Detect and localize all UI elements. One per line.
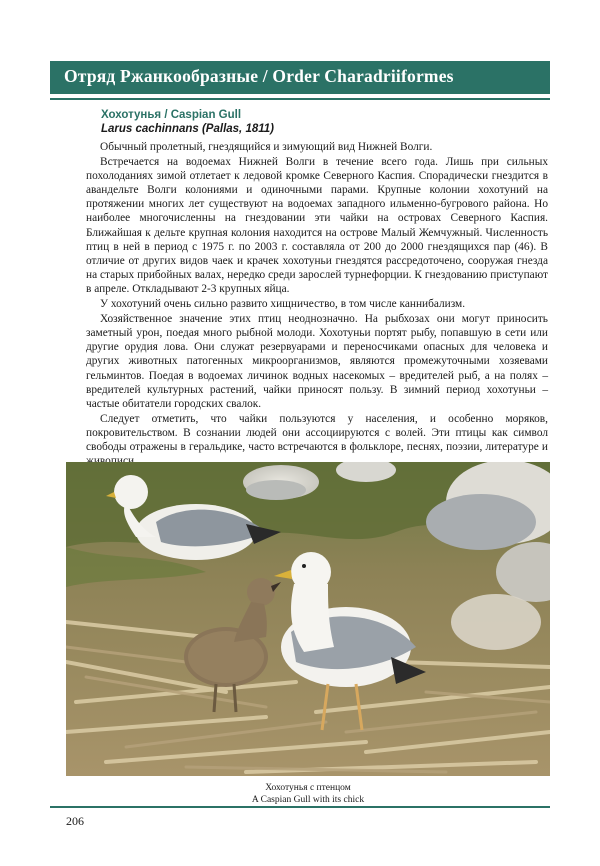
- photo-caption-en: A Caspian Gull with its chick: [251, 795, 365, 805]
- species-name: Хохотунья / Caspian Gull: [101, 109, 242, 121]
- chapter-title: Отряд Ржанкообразные / Order Charadriiformes: [64, 66, 454, 86]
- paragraph: Обычный пролетный, гнездящийся и зимующий вид Нижней Волги.: [100, 141, 433, 153]
- page-number: 206: [66, 814, 84, 828]
- paragraph: Встречается на водоемах Нижней Волги в течение всего года. Лишь при сильных похолоданиях зимой отлетает к ледовой кромке Северного Каспия. Спорадически гнездится в авандельте Волги колониями и одиночными парами. Крупные колонии хохотуний на протяжении многих лет существуют на водоемах западного ильменно-бугрового района. Но наиболее многочисленны на гнездовании эти чайки на островах Северного Каспия. Ближайшая к дельте крупная колония находится на острове Малый Жемчужный. Численность птиц в ней в период с 1975 г. по 2003 г. составляла от 200 до 2000 гнездящихся пар (46). В отличие от других видов чаек и крачек хохотуньи гнездятся рассредоточено, сооружая гнезда на старых прибойных валах, нередко среди зарослей турнефорции. К гнездованию приступают в апреле. Откладывают 2-3 крупных яйца.: [86, 156, 548, 295]
- species-latin-name: Larus cachinnans (Pallas, 1811): [101, 123, 275, 135]
- paragraph: Следует отметить, что чайки пользуются у населения, и особенно моряков, покровительством. В сознании людей они ассоциируются с волей. Эти птицы как символ свободы отражены в геральдике, часто встречаются в фольклоре, песнях, поэзии, литературе и: [86, 412, 548, 453]
- paragraph: Хозяйственное значение этих птиц неоднозначно. На рыбхозах они могут приносить заметный урон, поедая много рыбной молоди. Хохотуньи портят рыбу, попавшую в сети или другие орудия лова. Они служат резервуарами и переносчиками опасных для человека и других животных патогенных микроорганизмов, являются промежуточными хозяевами гельминтов. Поедая в водоемах личинок водных насекомых – вредителей рыб, а на полях – вредителей культурных растений, чайки приносят пользу. В зимний период хохотуньи – частые обитатели городских свалок.: [86, 313, 548, 410]
- article-body: [86, 140, 548, 468]
- bottom-divider: [50, 806, 550, 808]
- photo-caption-ru: Хохотунья с птенцом: [265, 783, 351, 793]
- top-divider: [50, 98, 550, 100]
- gull-photo: [66, 462, 550, 776]
- paragraph: У хохотуний очень сильно развито хищничество, в том числе каннибализм.: [100, 298, 466, 311]
- chapter-header-band: [50, 61, 550, 94]
